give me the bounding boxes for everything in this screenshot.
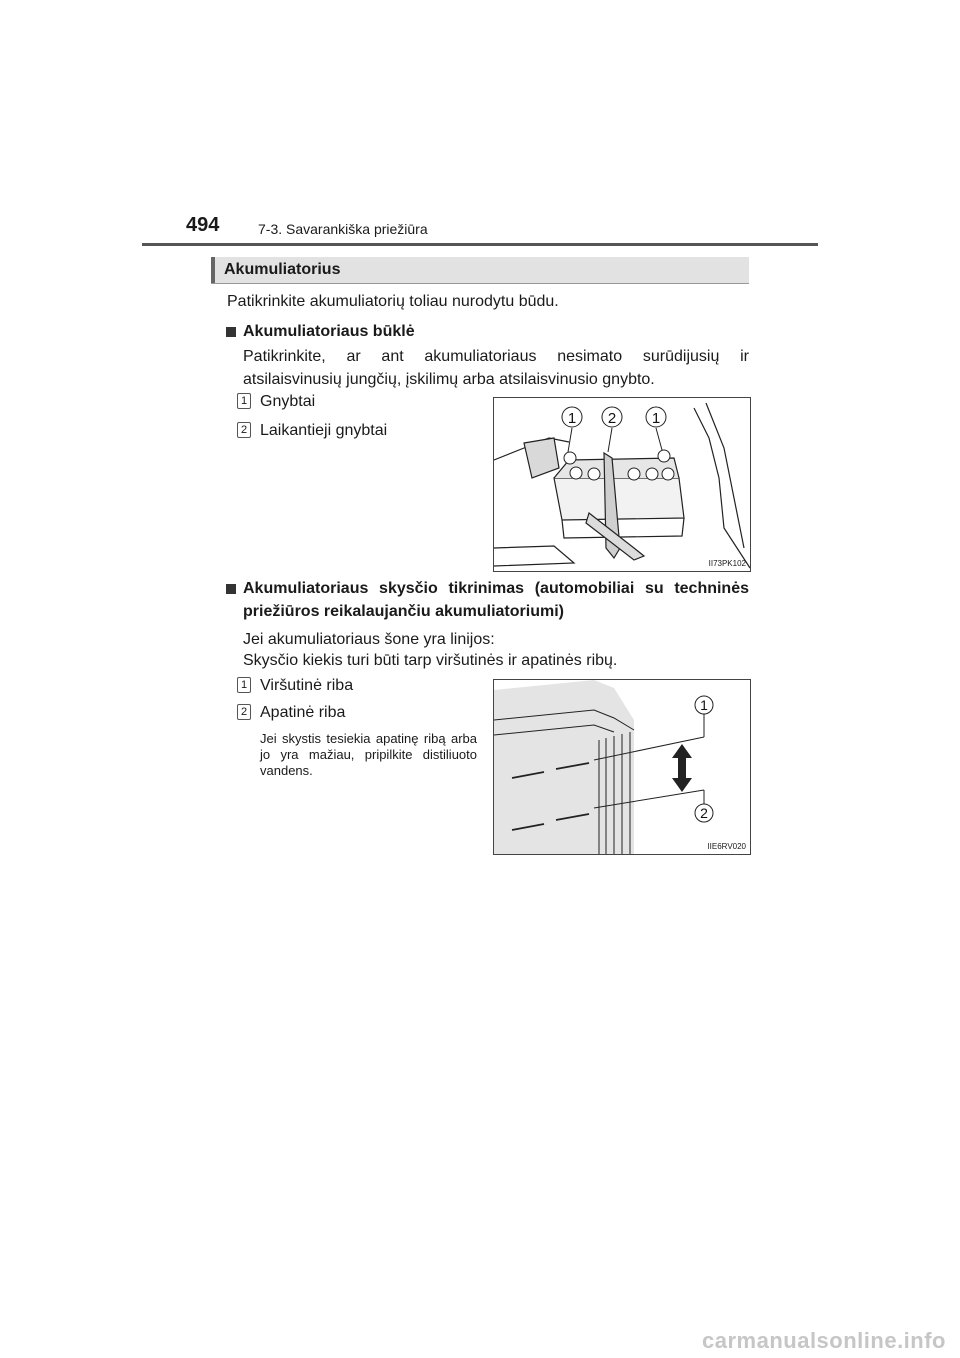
footer-watermark: carmanualsonline.info <box>702 1328 946 1353</box>
figure-callout-label: 2 <box>607 410 617 427</box>
section-heading <box>211 257 749 284</box>
fluid-legend-item <box>237 675 353 697</box>
figure-code: IIE6RV020 <box>707 842 746 851</box>
fluid-note: Jei skystis tesiekia apatinę ribą arba jo yra mažiau, pripilkite distiliuoto vandens. <box>260 731 477 778</box>
intro-text: Patikrinkite akumuliatorių toliau nurodytu būdu. <box>227 293 559 310</box>
condition-heading <box>243 320 415 344</box>
figure-callout-label: 1 <box>700 697 708 713</box>
legend-label: Apatinė riba <box>260 704 346 721</box>
condition-heading-text: Akumuliatoriaus būklė <box>243 323 415 340</box>
fluid-legend-item <box>237 702 345 724</box>
legend-number-badge: 2 <box>237 422 251 438</box>
figure-callout-label: 2 <box>700 805 708 821</box>
section-heading-bar <box>211 257 215 283</box>
fluid-body-line2: Skysčio kiekis turi būti tarp viršutinės ir apatinės ribų. <box>243 652 618 669</box>
figure-callout-label: 1 <box>651 410 661 427</box>
legend-label: Gnybtai <box>260 393 316 410</box>
legend-label: Viršutinė riba <box>260 677 354 694</box>
legend-number-badge: 2 <box>237 704 251 720</box>
fluid-heading-line2: priežiūros reikalaujančiu akumuliatoriumi) <box>243 603 564 620</box>
bullet-square-icon <box>226 584 236 594</box>
battery-terminals-illustration <box>494 398 750 571</box>
legend-label: Laikantieji gnybtai <box>260 422 388 439</box>
page-number: 494 <box>186 214 220 236</box>
header-rule <box>142 243 818 246</box>
bullet-square-icon <box>226 327 236 337</box>
condition-legend-item <box>237 420 387 442</box>
battery-terminals-figure <box>493 397 751 572</box>
battery-fluid-illustration <box>494 680 750 854</box>
section-heading-text: Akumuliatorius <box>224 261 341 278</box>
fluid-heading-line1 <box>243 577 749 601</box>
fluid-body-line1: Jei akumuliatoriaus šone yra linijos: <box>243 631 495 648</box>
figure-callout-label: 1 <box>567 410 577 427</box>
condition-body-line1: Patikrinkite, ar ant akumuliatoriaus nesimato surūdijusių ir <box>243 348 749 365</box>
fluid-heading-text: Akumuliatoriaus skysčio tikrinimas (automobiliai su techninės <box>243 580 749 597</box>
condition-body-line2: atsilaisvinusių jungčių, įskilimų arba atsilaisvinusio gnybto. <box>243 371 655 388</box>
legend-number-badge: 1 <box>237 677 251 693</box>
legend-number-badge: 1 <box>237 393 251 409</box>
section-title: 7-3. Savarankiška priežiūra <box>258 221 428 237</box>
condition-legend-item <box>237 391 315 413</box>
battery-fluid-figure <box>493 679 751 855</box>
figure-code: II73PK102 <box>708 559 746 568</box>
